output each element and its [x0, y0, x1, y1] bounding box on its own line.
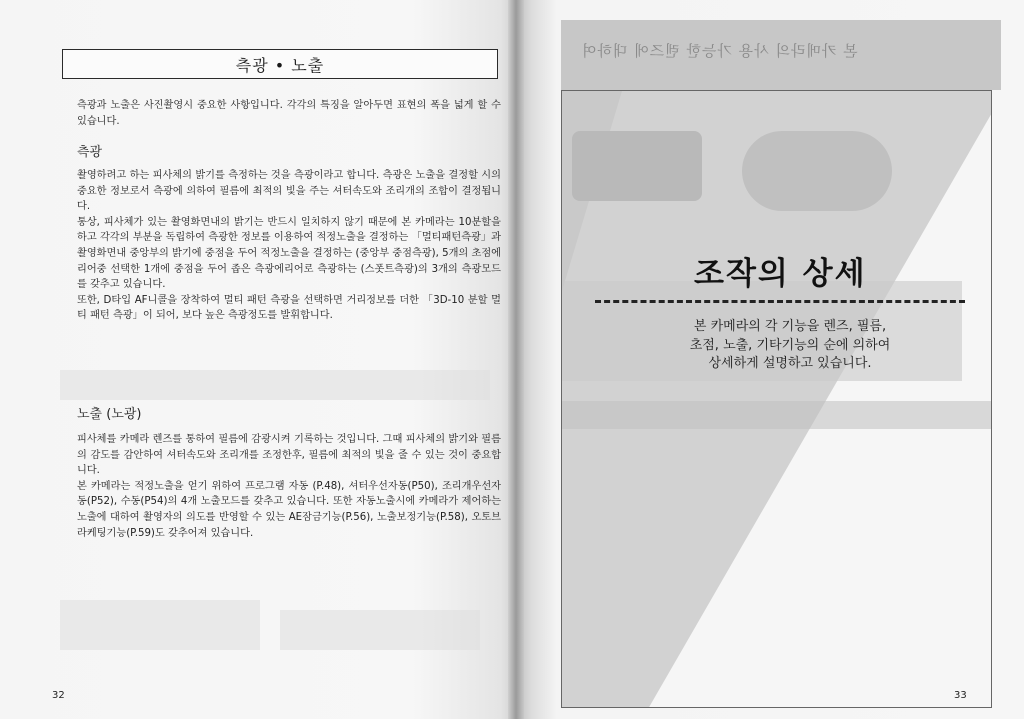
page-number-left: 32 [52, 690, 65, 701]
chapter-desc-line: 상세하게 설명하고 있습니다. [708, 356, 872, 371]
metering-paragraph: 또한, D타입 AF니콜을 장착하여 멀티 패턴 측광을 선택하면 거리정보를 더한 「3D-10 분할 멀티 패턴 측광」이 되어, 보다 높은 측광정도를 발휘합니다. [77, 294, 501, 322]
page-number-right: 33 [954, 690, 967, 701]
exposure-body [77, 432, 501, 541]
intro-text: 측광과 노출은 사진촬영시 중요한 사항입니다. 각각의 특징을 알아두면 표현의 폭을 넓게 할 수 있습니다. [77, 100, 501, 127]
show-through-band [280, 610, 480, 650]
chapter-description [640, 318, 940, 374]
show-through-photo [742, 131, 892, 211]
chapter-desc-line: 초점, 노출, 기타기능의 순에 의하여 [689, 337, 891, 353]
section-header-title: 측광 • 노출 [235, 55, 325, 75]
intro-paragraph [77, 98, 501, 129]
show-through-title: 본 카메라의 사용 가능한 렌즈에 대하여 [581, 42, 858, 60]
show-through-photo [572, 131, 702, 201]
exposure-paragraph: 본 카메라는 적정노출을 얻기 위하여 프로그램 자동 (P.48), 셔터우선자동(P50), 조리개우선자동(P52), 수동(P54)의 4개 노출모드를 갖추고 있습니다. 또한 자동노출시에 카메라가 제어하는 노출에 대하여 촬영자의 의도를 반영할 수 있는 AE잠금기능(P.56), 노출보정기능(P.58), 오토브라케팅기능(P.59)도 갖추어져 있습니다. [77, 480, 501, 539]
section-header-box [62, 49, 498, 79]
chapter-title: 조작의 상세 [694, 256, 867, 292]
chapter-frame [561, 90, 992, 708]
exposure-heading: 노출 (노광) [77, 407, 142, 422]
metering-body [77, 168, 501, 324]
metering-paragraph: 촬영하려고 하는 피사체의 밝기를 측정하는 것을 측광이라고 합니다. 측광은 노출을 결정할 시의 중요한 정보로서 측광에 의하여 필름에 최적의 빛을 주는 셔터속도와 조리개의 조합이 결정됩니다. [77, 170, 501, 213]
show-through-header [561, 20, 1001, 90]
book-spine [508, 0, 524, 719]
metering-heading: 측광 [77, 145, 103, 160]
chapter-divider [595, 300, 965, 303]
show-through-band [60, 370, 490, 400]
show-through-band [60, 600, 260, 650]
metering-paragraph: 통상, 피사체가 있는 촬영화면내의 밝기는 반드시 일치하지 않기 때문에 본 카메라는 10분할을 하고 각각의 부분을 독립하여 측광한 정보를 이용하여 적정노출을 결정하는 「멀티패턴측광」과 촬영화면내 중앙부의 밝기에 중점을 두어 적정노출을 결정하는 (중앙부 중점측광), 5개의 초점에리어중 선택한 1개에 중점을 두어 좁은 측광에리어로 측광하는 (스폿트측광)의 3개의 측광모드를 갖추고 있습니다. [77, 216, 502, 291]
diagonal-shade [562, 91, 992, 708]
exposure-paragraph: 피사체를 카메라 렌즈를 통하여 필름에 감광시켜 기록하는 것입니다. 그때 피사체의 밝기와 필름의 감도를 감안하여 셔터속도와 조리개를 조정한후, 필름에 최적의 빛을 줄 수 있는 것이 중요합니다. [77, 434, 501, 477]
chapter-desc-line: 본 카메라의 각 기능을 렌즈, 필름, [693, 319, 887, 334]
